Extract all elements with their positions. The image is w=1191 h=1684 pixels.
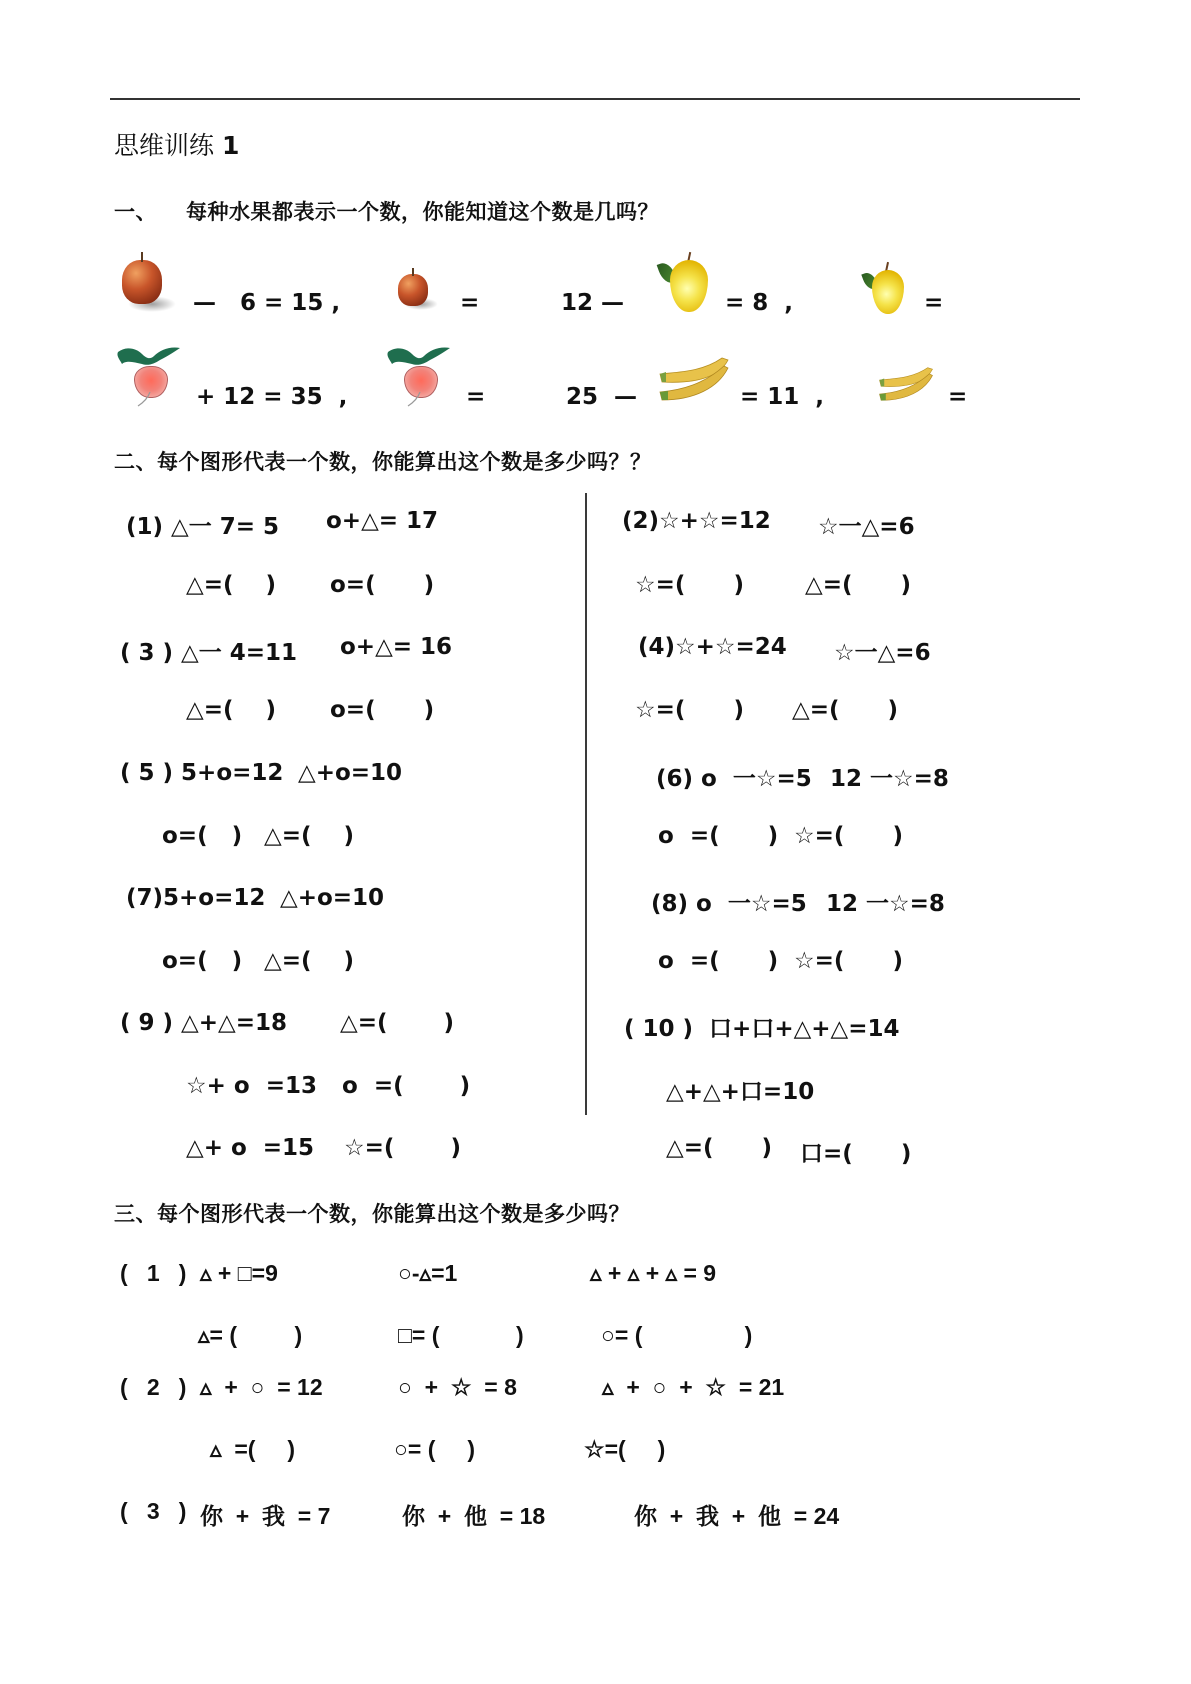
s3-p3-label: ( 3 ) xyxy=(120,1498,187,1524)
s3-p3-eq3: 你 + 我 + 他 = 24 xyxy=(634,1503,840,1529)
s2-p1-ans1[interactable]: △=( ) xyxy=(186,572,277,598)
s2-p5-eq1: ( 5 ) 5+o=12 xyxy=(120,760,284,786)
radish-icon xyxy=(114,344,184,408)
pear-icon xyxy=(660,252,712,316)
s3-p2-eq2: ○ + ☆ = 8 xyxy=(398,1374,517,1400)
s3-p1-ans1[interactable]: ▵= ( ) xyxy=(198,1322,303,1348)
s2-p2-eq1: (2)☆+☆=12 xyxy=(622,508,771,534)
s1-eq-apple: — 6 = 15 , xyxy=(193,290,341,316)
page-title-number: 1 xyxy=(221,131,240,160)
s1-apple-answer[interactable]: = xyxy=(460,290,480,316)
s2-p6-eq1: (6) o 一☆=5 xyxy=(656,766,812,792)
s1-eq-pear-prefix: 12 — xyxy=(561,290,625,316)
s2-p8-ans1[interactable]: o =( ) xyxy=(658,948,779,974)
s3-p2-ans1[interactable]: ▵ =( ) xyxy=(210,1436,296,1462)
header-rule xyxy=(110,98,1080,100)
pear-icon xyxy=(864,262,908,316)
s2-p2-ans1[interactable]: ☆=( ) xyxy=(635,572,744,598)
s2-p8-ans2[interactable]: ☆=( ) xyxy=(794,948,903,974)
s2-p9-eq1: ( 9 ) △+△=18 xyxy=(120,1010,287,1036)
s2-p3-ans1[interactable]: △=( ) xyxy=(186,697,277,723)
s3-p2-eq3: ▵ + ○ + ☆ = 21 xyxy=(602,1374,785,1400)
s2-p8-eq2: 12 一☆=8 xyxy=(826,891,945,917)
s2-p7-ans1[interactable]: o=( ) xyxy=(162,948,243,974)
s2-p2-eq2: ☆一△=6 xyxy=(818,514,915,540)
apple-icon xyxy=(118,252,170,314)
s3-p1-ans3[interactable]: ○= ( ) xyxy=(601,1322,753,1348)
s1-eq-banana-prefix: 25 — xyxy=(566,384,638,410)
s2-p6-eq2: 12 一☆=8 xyxy=(830,766,949,792)
column-divider xyxy=(585,493,587,1115)
s2-p9-ans3[interactable]: ☆=( ) xyxy=(344,1135,461,1161)
page-title xyxy=(114,126,239,162)
s2-p4-eq1: (4)☆+☆=24 xyxy=(638,634,787,660)
s2-p4-eq2: ☆一△=6 xyxy=(834,640,931,666)
s2-p1-eq1: (1) △一 7= 5 xyxy=(126,514,280,540)
section2-heading: 二、每个图形代表一个数，你能算出这个数是多少吗？？ xyxy=(114,450,652,474)
s3-p3-eq2: 你 + 他 = 18 xyxy=(402,1503,546,1529)
s2-p6-ans2[interactable]: ☆=( ) xyxy=(794,823,903,849)
banana-icon xyxy=(878,364,934,404)
s3-p1-eq2: ○-▵=1 xyxy=(398,1260,458,1286)
s1-eq-pear-suffix: = 8 , xyxy=(725,290,794,316)
s3-p1-label: ( 1 ) xyxy=(120,1260,187,1286)
s2-p10-ans1[interactable]: △=( ) xyxy=(666,1135,773,1161)
s2-p10-ans2[interactable]: 口=( ) xyxy=(800,1141,912,1167)
section1-heading: 每种水果都表示一个数，你能知道这个数是几吗？ xyxy=(186,200,659,224)
s2-p4-ans1[interactable]: ☆=( ) xyxy=(635,697,744,723)
s2-p9-eq3: △+ o =15 xyxy=(186,1135,315,1161)
s2-p9-ans1[interactable]: △=( ) xyxy=(340,1010,455,1036)
s3-p2-eq1: ▵ + ○ = 12 xyxy=(200,1374,323,1400)
radish-icon xyxy=(384,344,454,408)
s1-pear-answer[interactable]: = xyxy=(924,290,944,316)
s3-p3-eq1: 你 + 我 = 7 xyxy=(200,1503,331,1529)
s2-p7-eq1: (7)5+o=12 xyxy=(126,885,266,911)
s1-banana-answer[interactable]: = xyxy=(948,384,968,410)
s2-p10-eq2: △+△+口=10 xyxy=(666,1079,815,1105)
s3-p2-label: ( 2 ) xyxy=(120,1374,187,1400)
s3-p2-ans3[interactable]: ☆=( ) xyxy=(584,1436,666,1462)
s1-radish-answer[interactable]: = xyxy=(466,384,486,410)
s2-p9-ans2[interactable]: o =( ) xyxy=(342,1073,471,1099)
page-title-text: 思维训练 xyxy=(114,131,215,160)
s3-p1-ans2[interactable]: □= ( ) xyxy=(398,1322,524,1348)
s1-eq-radish: + 12 = 35 , xyxy=(196,384,348,410)
s2-p3-eq2: o+△= 16 xyxy=(340,634,453,660)
s2-p5-ans1[interactable]: o=( ) xyxy=(162,823,243,849)
s2-p1-eq2: o+△= 17 xyxy=(326,508,439,534)
s2-p10-eq1: ( 10 ) 口+口+△+△=14 xyxy=(624,1016,900,1042)
s2-p8-eq1: (8) o 一☆=5 xyxy=(651,891,807,917)
section3-heading: 三、每个图形代表一个数，你能算出这个数是多少吗？ xyxy=(114,1202,630,1226)
s2-p3-ans2[interactable]: o=( ) xyxy=(330,697,435,723)
s2-p1-ans2[interactable]: o=( ) xyxy=(330,572,435,598)
s3-p1-eq3: ▵ + ▵ + ▵ = 9 xyxy=(590,1260,717,1286)
s2-p9-eq2: ☆+ o =13 xyxy=(186,1073,317,1099)
section1-heading-prefix: 一、 xyxy=(114,200,157,224)
s2-p7-ans2[interactable]: △=( ) xyxy=(264,948,355,974)
s2-p5-ans2[interactable]: △=( ) xyxy=(264,823,355,849)
s2-p4-ans2[interactable]: △=( ) xyxy=(792,697,899,723)
s2-p3-eq1: ( 3 ) △一 4=11 xyxy=(120,640,298,666)
s3-p2-ans2[interactable]: ○= ( ) xyxy=(394,1436,475,1462)
s2-p5-eq2: △+o=10 xyxy=(298,760,403,786)
s2-p2-ans2[interactable]: △=( ) xyxy=(805,572,912,598)
s3-p1-eq1: ▵ + □=9 xyxy=(200,1260,278,1286)
banana-icon xyxy=(658,354,730,404)
s2-p7-eq2: △+o=10 xyxy=(280,885,385,911)
s1-eq-banana-suffix: = 11 , xyxy=(740,384,825,410)
s2-p6-ans1[interactable]: o =( ) xyxy=(658,823,779,849)
apple-icon xyxy=(396,268,436,312)
